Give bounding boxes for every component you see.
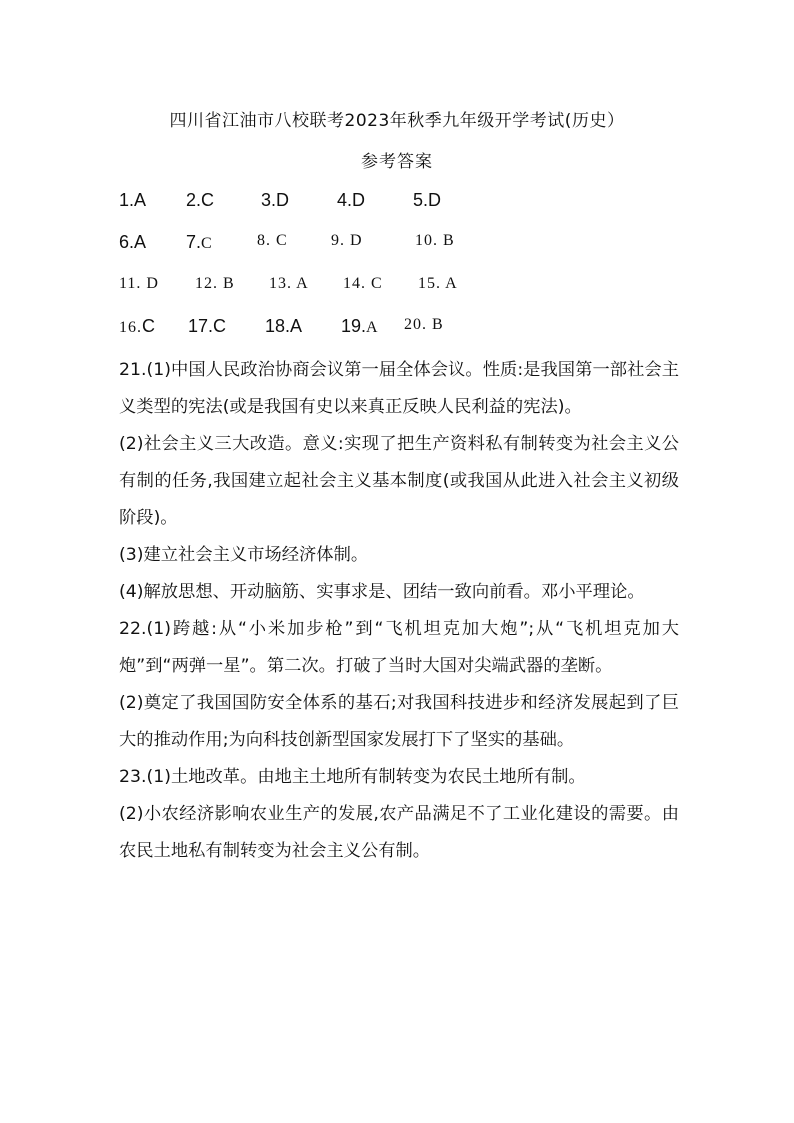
answer-item: 2.C bbox=[186, 190, 215, 210]
answers-body bbox=[119, 352, 679, 870]
answer-item: 1.A bbox=[119, 190, 147, 210]
answer-item bbox=[186, 232, 213, 253]
answer-letter: C bbox=[201, 235, 213, 252]
q21-part1: 21.(1)中国人民政治协商会议第一届全体会议。性质:是我国第一部社会主义类型的宪法(或是我国有史以来真正反映人民利益的宪法)。 bbox=[119, 360, 679, 417]
answer-item: 5.D bbox=[413, 190, 442, 210]
q21-part2: (2)社会主义三大改造。意义:实现了把生产资料私有制转变为社会主义公有制的任务,我国建立起社会主义基本制度(或我国从此进入社会主义初级阶段)。 bbox=[119, 434, 679, 528]
answer-item: 15. A bbox=[418, 275, 458, 292]
answer-letter: A bbox=[366, 319, 379, 336]
answer-item: 4.D bbox=[337, 190, 366, 210]
answer-item: 14. C bbox=[343, 275, 383, 292]
q21-part4: (4)解放思想、开动脑筋、实事求是、团结一致向前看。邓小平理论。 bbox=[119, 582, 645, 602]
q22-part2: (2)奠定了我国国防安全体系的基石;对我国科技进步和经济发展起到了巨大的推动作用;为向科技创新型国家发展打下了坚实的基础。 bbox=[119, 693, 679, 750]
answer-item: 20. B bbox=[404, 316, 444, 333]
answer-item: 10. B bbox=[415, 232, 455, 249]
answer-item: 12. B bbox=[195, 275, 235, 292]
answer-item bbox=[341, 316, 379, 337]
answer-item: 17.C bbox=[188, 316, 227, 336]
answer-number: 19. bbox=[341, 316, 367, 336]
answer-item: 18.A bbox=[265, 316, 303, 336]
answer-item: 9. D bbox=[331, 232, 363, 249]
answer-item: 8. C bbox=[257, 232, 288, 249]
answer-item: 3.D bbox=[261, 190, 290, 210]
q21-part3: (3)建立社会主义市场经济体制。 bbox=[119, 545, 369, 565]
answer-number: 7. bbox=[186, 232, 202, 252]
answer-number: 16. bbox=[119, 319, 142, 336]
answer-item: 13. A bbox=[269, 275, 309, 292]
answer-item: 11. D bbox=[119, 275, 159, 292]
answer-item: 6.A bbox=[119, 232, 147, 252]
answer-item bbox=[119, 316, 155, 337]
q23-part1: 23.(1)土地改革。由地主土地所有制转变为农民土地所有制。 bbox=[119, 767, 586, 787]
document-title: 四川省江油市八校联考2023年秋季九年级开学考试(历史） bbox=[169, 111, 625, 131]
answer-letter: C bbox=[142, 316, 155, 336]
q22-part1: 22.(1)跨越:从“小米加步枪”到“飞机坦克加大炮”;从“飞机坦克加大炮”到“两弹一星”。第二次。打破了当时大国对尖端武器的垄断。 bbox=[119, 619, 679, 676]
q23-part2: (2)小农经济影响农业生产的发展,农产品满足不了工业化建设的需要。由农民土地私有制转变为社会主义公有制。 bbox=[119, 804, 679, 861]
document-subtitle: 参考答案 bbox=[361, 152, 433, 172]
